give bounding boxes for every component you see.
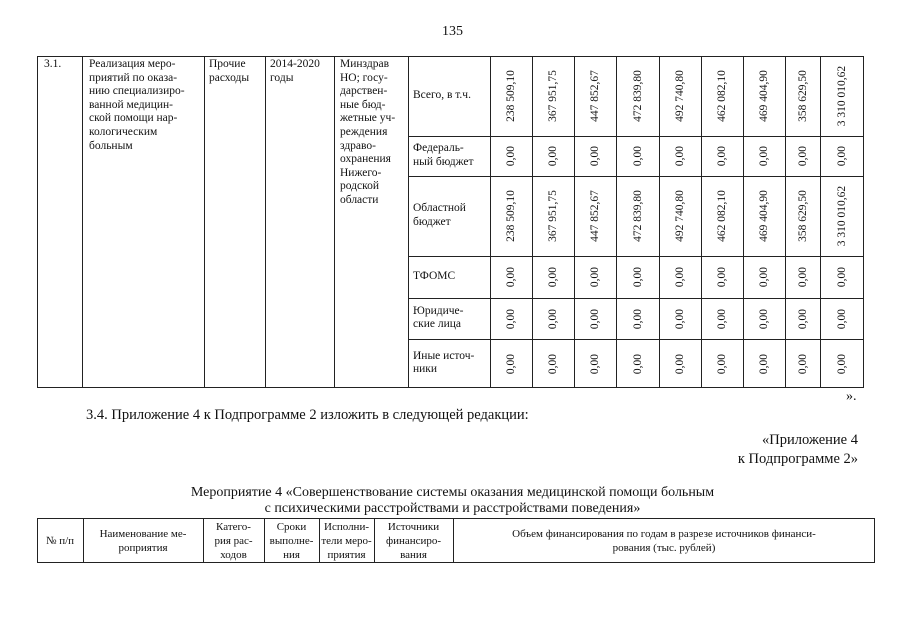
executors: Минздрав НО; госу- дарствен- ные бюд- жетные уч- реждения здраво- охранения Нижего- родской области [340, 58, 396, 206]
funding-value: 0,00 [631, 145, 644, 167]
execution-period: 2014-2020 годы [270, 58, 320, 84]
funding-value: 0,00 [547, 353, 559, 374]
funding-value: 0,00 [674, 353, 686, 374]
page-number: 135 [442, 24, 463, 39]
funding-value: 492 740,80 [674, 70, 686, 122]
table-rule [265, 56, 266, 388]
funding-value: 0,00 [758, 308, 770, 329]
funding-value: 469 404,90 [758, 70, 770, 122]
table-rule [83, 518, 84, 563]
table-rule [203, 518, 204, 563]
funding-value: 358 629,50 [796, 190, 809, 242]
funding-source: ТФОМС [413, 270, 456, 283]
expense-category: Прочие расходы [209, 58, 250, 84]
table-rule [319, 518, 320, 563]
funding-value: 0,00 [505, 266, 517, 288]
funding-value: 0,00 [674, 308, 686, 329]
funding-value: 358 629,50 [796, 70, 809, 122]
funding-value: 472 839,80 [631, 190, 644, 242]
funding-value: 3 310 010,62 [836, 65, 848, 127]
funding-source: Федераль- ный бюджет [413, 142, 474, 168]
funding-value: 462 082,10 [716, 70, 728, 122]
table-rule [37, 387, 864, 388]
funding-value: 0,00 [589, 353, 601, 374]
table-rule [453, 518, 454, 563]
funding-value: 0,00 [758, 145, 770, 167]
funding-value: 0,00 [716, 308, 728, 329]
table-rule [37, 56, 38, 388]
header-cell: Сроки выполне- ния [269, 520, 314, 561]
header-cell: № п/п [45, 534, 75, 547]
row-number: 3.1. [44, 58, 62, 70]
header-cell: Наименование ме- роприятия [99, 527, 187, 554]
funding-value: 3 310 010,62 [836, 185, 848, 247]
appendix-label: «Приложение 4 к Подпрограмме 2» [737, 432, 858, 467]
table-rule [37, 56, 864, 57]
table-rule [37, 562, 875, 563]
table-rule [334, 56, 335, 388]
table-rule [408, 339, 864, 340]
header-cell: Объем финансирования по годам в разрезе источников финанси- рования (тыс. рублей) [512, 527, 816, 554]
funding-value: 0,00 [836, 145, 848, 167]
funding-value: 0,00 [716, 145, 728, 167]
funding-value: 0,00 [758, 266, 770, 288]
funding-value: 0,00 [631, 353, 644, 374]
funding-value: 0,00 [589, 145, 601, 167]
header-table [37, 518, 875, 563]
table-rule [408, 256, 864, 257]
funding-value: 472 839,80 [631, 70, 644, 122]
header-cell: Исполни- тели меро- приятия [321, 520, 372, 561]
funding-value: 0,00 [796, 308, 809, 329]
funding-source: Юридиче- ские лица [413, 304, 464, 331]
funding-value: 0,00 [505, 353, 517, 374]
funding-value: 0,00 [674, 266, 686, 288]
funding-value: 0,00 [836, 266, 848, 288]
funding-value: 238 509,10 [505, 70, 517, 122]
funding-value: 469 404,90 [758, 190, 770, 242]
funding-value: 0,00 [547, 145, 559, 167]
funding-value: 0,00 [547, 266, 559, 288]
funding-value: 238 509,10 [505, 190, 517, 242]
funding-value: 0,00 [716, 266, 728, 288]
funding-value: 462 082,10 [716, 190, 728, 242]
funding-source: Областной бюджет [413, 202, 466, 228]
header-cell: Катего- рия рас- ходов [214, 520, 253, 561]
table-rule [82, 56, 83, 388]
funding-value: 0,00 [589, 266, 601, 288]
table-rule [264, 518, 265, 563]
measure-title: Мероприятие 4 «Совершенствование системы оказания медицинской помощи больным с психическими расстройствами и расстройствами поведения» [190, 485, 715, 516]
funding-value: 0,00 [796, 145, 809, 167]
funding-value: 0,00 [589, 308, 601, 329]
funding-value: 0,00 [836, 353, 848, 374]
funding-value: 0,00 [674, 145, 686, 167]
funding-value: 0,00 [631, 308, 644, 329]
funding-value: 0,00 [547, 308, 559, 329]
instruction-text: 3.4. Приложение 4 к Подпрограмме 2 изложить в следующей редакции: [86, 407, 529, 423]
funding-value: 0,00 [505, 145, 517, 167]
funding-source: Иные источ- ники [413, 349, 475, 376]
funding-value: 0,00 [758, 353, 770, 374]
table-rule [37, 518, 875, 519]
measure-name: Реализация меро- приятий по оказа- нию специализиро- ванной медицин- ской помощи нар- кологическим больным [89, 58, 185, 152]
funding-value: 0,00 [796, 353, 809, 374]
funding-value: 0,00 [631, 266, 644, 288]
table-rule [408, 136, 864, 137]
funding-source: Всего, в т.ч. [413, 89, 471, 102]
funding-value: 367 951,75 [547, 190, 559, 242]
funding-value: 0,00 [716, 353, 728, 374]
table-rule [204, 56, 205, 388]
table-rule [37, 518, 38, 563]
funding-table [37, 56, 864, 388]
funding-value: 447 852,67 [589, 190, 601, 242]
funding-value: 492 740,80 [674, 190, 686, 242]
funding-value: 0,00 [836, 308, 848, 329]
funding-value: 367 951,75 [547, 70, 559, 122]
funding-value: 0,00 [796, 266, 809, 288]
table-rule [408, 176, 864, 177]
table-rule [874, 518, 875, 563]
header-cell: Источники финансиро- вания [385, 520, 442, 561]
funding-value: 447 852,67 [589, 70, 601, 122]
table-rule [374, 518, 375, 563]
funding-value: 0,00 [505, 308, 517, 329]
closing-quote: ». [846, 389, 857, 404]
table-rule [408, 298, 864, 299]
